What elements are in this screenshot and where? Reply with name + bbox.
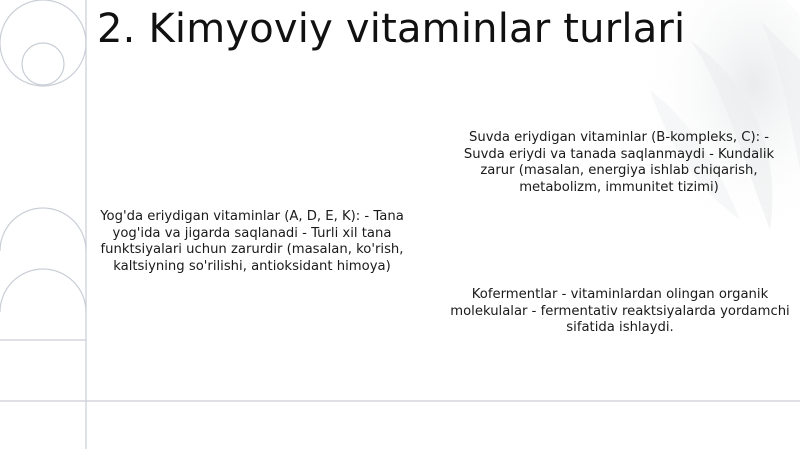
upper-arch: [0, 208, 86, 251]
lower-arch: [0, 269, 86, 312]
coenzymes-text: Kofermentlar - vitaminlardan olingan organik molekulalar - fermentativ reaktsiyalarda yordamchi sifatida ishlaydi.: [450, 287, 790, 335]
slide-title: 2. Kimyoviy vitaminlar turlari: [97, 6, 686, 52]
water-soluble-vitamins-text: Suvda eriydigan vitaminlar (B-kompleks, C): - Suvda eriydi va tanada saqlanmaydi - Kundalik zarur (masalan, energiya ishlab chiqarish, metabolizm, immunitet tizimi): [463, 130, 775, 195]
top-small-circle: [22, 43, 64, 85]
fat-soluble-vitamins-text: Yog'da eriydigan vitaminlar (A, D, E, K): - Tana yog'ida va jigarda saqlanadi - Turli xil tana funktsiyalari uchun zarurdir (masalan, ko'rish, kaltsiyning so'rilishi, antioksidant himoya): [100, 209, 404, 274]
